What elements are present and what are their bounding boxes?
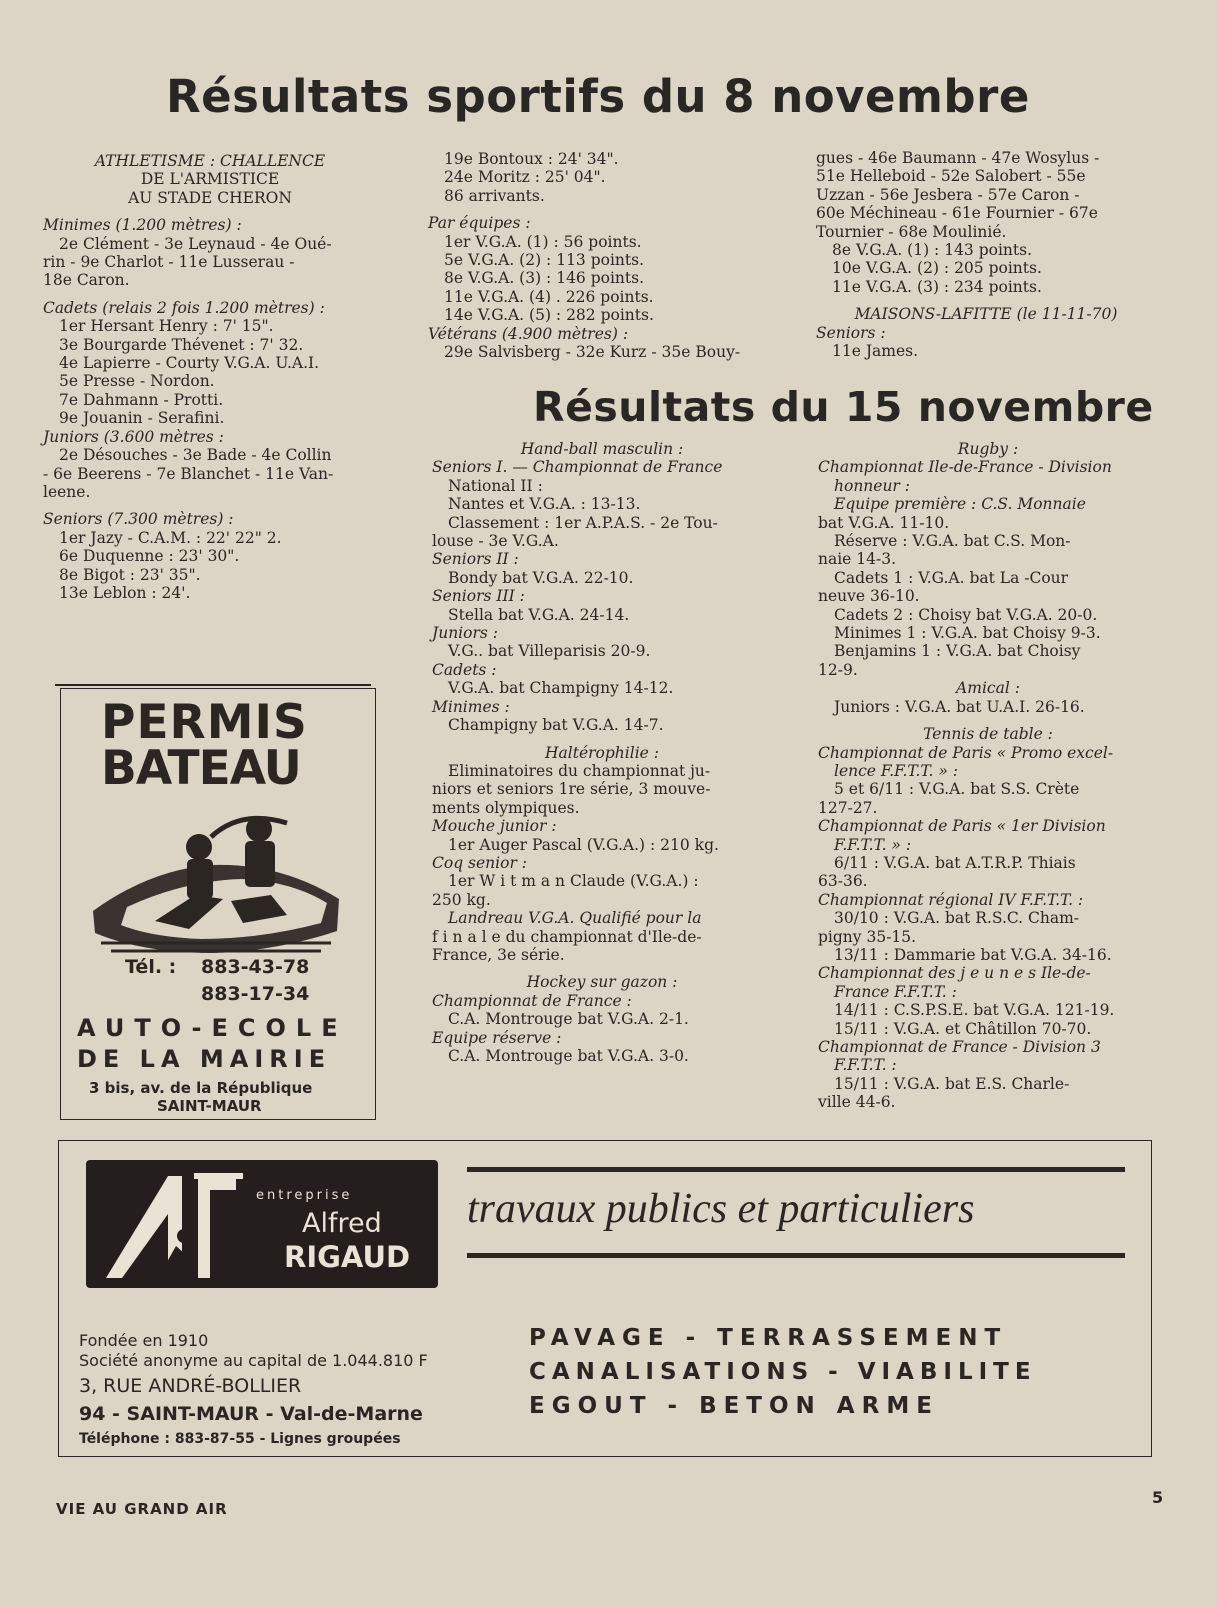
text-line [43, 207, 377, 216]
text-line: France, 3e série. [432, 945, 565, 964]
text-line: France F.F.T.T. : [834, 982, 957, 1001]
text-line: neuve 36-10. [818, 587, 920, 606]
text-line: Classement : 1er A.P.A.S. - 2e Tou- [448, 513, 718, 532]
text-line: 11e V.G.A. (4) . 226 points. [444, 287, 654, 306]
text-line: Championnat de Paris « Promo excel- [818, 743, 1114, 762]
text-line: Rugby : [957, 440, 1019, 458]
ad-phone-2: 883-17-34 [201, 983, 310, 1005]
text-line: Bondy bat V.G.A. 22-10. [448, 568, 634, 587]
tagline-rule-top [467, 1167, 1125, 1172]
text-line: niors et seniors 1re série, 3 mouve- [432, 780, 711, 799]
ad-school-name-2: DE LA MAIRIE [77, 1045, 332, 1073]
text-line: 250 kg. [432, 890, 491, 909]
text-line: 127-27. [818, 798, 878, 817]
text-line: V.G.A. bat Champigny 14-12. [448, 679, 674, 698]
text-line [43, 290, 377, 299]
rigaud-services-3: EGOUT - BETON ARME [529, 1393, 939, 1419]
text-line: Juniors : [432, 624, 498, 643]
text-line: Cadets (relais 2 fois 1.200 mètres) : [43, 298, 325, 317]
text-line: Par équipes : [428, 214, 531, 233]
text-line: 1er Jazy - C.A.M. : 22' 22" 2. [59, 528, 282, 547]
text-line: 19e Bontoux : 24' 34". [444, 150, 619, 168]
text-line: 29e Salvisberg - 32e Kurz - 35e Bouy- [444, 343, 741, 362]
ad-tel-label: Tél. : [125, 956, 177, 978]
text-line: ATHLETISME : CHALLENCE [94, 152, 326, 170]
rigaud-services-2: CANALISATIONS - VIABILITE [529, 1359, 1037, 1385]
second-title: Résultats du 15 novembre [533, 383, 1154, 431]
text-line: C.A. Montrouge bat V.G.A. 2-1. [448, 1010, 689, 1029]
text-line: Tennis de table : [923, 725, 1053, 744]
text-line: 13/11 : Dammarie bat V.G.A. 34-16. [834, 945, 1112, 964]
text-line: National II : [448, 476, 543, 495]
text-line: Minimes 1 : V.G.A. bat Choisy 9-3. [834, 624, 1101, 643]
text-line: bat V.G.A. 11-10. [818, 513, 950, 532]
text-line: 8e Bigot : 23' 35". [59, 565, 201, 584]
rigaud-logo-name-1: Alfred [302, 1208, 382, 1239]
text-line: pigny 35-15. [818, 927, 917, 946]
text-line: MAISONS-LAFITTE (le 11-11-70) [854, 305, 1118, 324]
text-line: F.F.T.T. » : [834, 835, 912, 854]
ad-school-address: 3 bis, av. de la République [89, 1079, 313, 1097]
rigaud-city: 94 - SAINT-MAUR - Val-de-Marne [79, 1403, 423, 1425]
text-line: 4e Lapierre - Courty V.G.A. U.A.I. [59, 354, 320, 373]
text-line: 11e James. [832, 342, 919, 361]
text-line: leene. [43, 482, 91, 501]
column-rugby-tennis [818, 440, 1158, 1112]
rigaud-logo-small: entreprise [256, 1188, 353, 1203]
text-line: 10e V.G.A. (2) : 205 points. [832, 259, 1042, 278]
text-line: Stella bat V.G.A. 24-14. [448, 605, 630, 624]
text-line: 1er V.G.A. (1) : 56 points. [444, 232, 642, 251]
text-line: Cadets : [432, 660, 497, 679]
text-line: 3e Bourgarde Thévenet : 7' 32. [59, 335, 304, 354]
text-line: 13e Leblon : 24'. [59, 583, 191, 602]
text-line: Seniors I. — Championnat de France [432, 458, 723, 477]
text-line: 6e Duquenne : 23' 30". [59, 547, 240, 566]
text-line: Minimes : [432, 697, 510, 716]
ad-rigaud [58, 1140, 1152, 1457]
text-line: Hand-ball masculin : [520, 440, 684, 458]
text-line: Amical : [956, 679, 1020, 698]
text-line: Mouche junior : [432, 817, 557, 836]
rigaud-street: 3, RUE ANDRÉ-BOLLIER [79, 1375, 302, 1397]
text-line: honneur : [834, 476, 910, 495]
text-line: Cadets 1 : V.G.A. bat La -Cour [834, 568, 1069, 587]
text-line: Landreau V.G.A. Qualifié pour la [448, 909, 702, 928]
text-line: rin - 9e Charlot - 11e Lusserau - [43, 253, 295, 272]
text-line: 86 arrivants. [444, 186, 545, 205]
text-line: 5e Presse - Nordon. [59, 372, 215, 391]
footer-magazine-name: VIE AU GRAND AIR [56, 1500, 228, 1518]
text-line: Eliminatoires du championnat ju- [448, 761, 711, 780]
text-line: V.G.. bat Villeparisis 20-9. [448, 642, 651, 661]
text-line: 11e V.G.A. (3) : 234 points. [832, 277, 1042, 296]
ad-school-name-1: AUTO-ECOLE [77, 1014, 348, 1042]
text-line: 1er W i t m a n Claude (V.G.A.) : [448, 872, 699, 891]
column-3-top [816, 149, 1156, 360]
text-line: Championnat de France : [432, 991, 632, 1010]
text-line: Hockey sur gazon : [526, 973, 678, 992]
ad-school-city: SAINT-MAUR [157, 1097, 262, 1115]
text-line: Seniors III : [432, 587, 525, 606]
text-line [818, 716, 1158, 725]
rigaud-logo-name-2: RIGAUD [284, 1240, 411, 1274]
text-line [43, 501, 377, 510]
text-line: Coq senior : [432, 853, 527, 872]
main-title: Résultats sportifs du 8 novembre [166, 70, 1030, 123]
text-line: Championnat régional IV F.F.T.T. : [818, 890, 1084, 909]
rigaud-founded: Fondée en 1910 [79, 1331, 209, 1350]
text-line: ville 44-6. [818, 1093, 896, 1112]
text-line: 7e Dahmann - Protti. [59, 390, 224, 409]
text-line: Réserve : V.G.A. bat C.S. Mon- [834, 532, 1071, 551]
text-line: Cadets 2 : Choisy bat V.G.A. 20-0. [834, 605, 1098, 624]
text-line: 6/11 : V.G.A. bat A.T.R.P. Thiais [834, 853, 1076, 872]
text-line: 63-36. [818, 872, 868, 891]
column-athletics [43, 152, 377, 602]
text-line: AU STADE CHERON [128, 188, 292, 207]
text-line: gues - 46e Baumann - 47e Wosylus - [816, 149, 1100, 167]
ad-phone-1: 883-43-78 [201, 956, 310, 978]
column-2-top [428, 150, 768, 361]
text-line: Seniors : [816, 323, 886, 342]
text-line: Benjamins 1 : V.G.A. bat Choisy [834, 642, 1081, 661]
rigaud-phone: Téléphone : 883-87-55 - Lignes groupées [79, 1431, 401, 1447]
text-line: 1er Auger Pascal (V.G.A.) : 210 kg. [448, 835, 719, 854]
text-line: Championnat des j e u n e s Ile-de- [818, 964, 1091, 983]
page-number: 5 [1152, 1488, 1164, 1507]
text-line: Nantes et V.G.A. : 13-13. [448, 495, 641, 514]
text-line: Tournier - 68e Moulinié. [816, 222, 1007, 241]
text-line: 18e Caron. [43, 271, 130, 290]
text-line: 15/11 : V.G.A. bat E.S. Charle- [834, 1074, 1070, 1093]
text-line [432, 735, 772, 744]
text-line [432, 964, 772, 973]
rigaud-logo [86, 1160, 438, 1288]
text-line: Championnat Ile-de-France - Division [818, 458, 1112, 477]
text-line: 9e Jouanin - Serafini. [59, 409, 225, 428]
text-line: f i n a l e du championnat d'Ile-de- [432, 927, 702, 946]
text-line: 1er Hersant Henry : 7' 15". [59, 317, 274, 336]
text-line: louse - 3e V.G.A. [432, 532, 559, 551]
ad-permis-title-1: PERMIS [101, 695, 308, 750]
text-line: 14/11 : C.S.P.S.E. bat V.G.A. 121-19. [834, 1001, 1115, 1020]
text-line: 8e V.G.A. (1) : 143 points. [832, 241, 1033, 260]
text-line [816, 296, 1156, 305]
text-line: Seniors (7.300 mètres) : [43, 510, 234, 529]
text-line: F.F.T.T. : [834, 1056, 897, 1075]
text-line: Vétérans (4.900 mètres) : [428, 324, 629, 343]
ad-top-rule [55, 684, 371, 686]
text-line: 15/11 : V.G.A. et Châtillon 70-70. [834, 1019, 1092, 1038]
text-line: lence F.F.T.T. » : [834, 761, 958, 780]
text-line: Equipe réserve : [432, 1028, 562, 1047]
text-line: 8e V.G.A. (3) : 146 points. [444, 269, 645, 288]
column-handball-halterophilie-hockey [432, 440, 772, 1065]
ad-permis-title-2: BATEAU [101, 741, 301, 796]
text-line: 30/10 : V.G.A. bat R.S.C. Cham- [834, 909, 1080, 928]
text-line: 60e Méchineau - 61e Fournier - 67e [816, 204, 1098, 223]
text-line: Championnat de France - Division 3 [818, 1038, 1101, 1056]
text-line: 51e Helleboid - 52e Salobert - 55e [816, 167, 1086, 186]
text-line: Uzzan - 56e Jesbera - 57e Caron - [816, 185, 1080, 204]
text-line: Juniors (3.600 mètres : [43, 427, 224, 446]
text-line [428, 205, 768, 214]
text-line: 2e Désouches - 3e Bade - 4e Collin [59, 446, 332, 465]
text-line: 2e Clément - 3e Leynaud - 4e Oué- [59, 234, 332, 253]
text-line: ments olympiques. [432, 798, 580, 817]
boat-illustration [91, 803, 341, 959]
rigaud-company: Société anonyme au capital de 1.044.810 F [79, 1351, 428, 1370]
tagline-rule-bottom [467, 1253, 1125, 1258]
text-line: Juniors : V.G.A. bat U.A.I. 26-16. [834, 697, 1085, 716]
text-line: C.A. Montrouge bat V.G.A. 3-0. [448, 1047, 689, 1065]
rigaud-services-1: PAVAGE - TERRASSEMENT [529, 1325, 1008, 1351]
text-line: Seniors II : [432, 550, 519, 569]
text-line: Championnat de Paris « 1er Division [818, 817, 1106, 836]
text-line: DE L'ARMISTICE [140, 170, 280, 189]
text-line: Minimes (1.200 mètres) : [43, 216, 242, 235]
rigaud-logo-mark-icon [98, 1170, 243, 1280]
text-line: naie 14-3. [818, 550, 897, 569]
text-line: 5e V.G.A. (2) : 113 points. [444, 251, 645, 270]
text-line: 5 et 6/11 : V.G.A. bat S.S. Crète [834, 780, 1080, 799]
text-line: Haltérophilie : [545, 743, 659, 762]
text-line: 24e Moritz : 25' 04". [444, 168, 606, 187]
text-line: Equipe première : C.S. Monnaie [834, 495, 1086, 514]
ad-permis-bateau [60, 688, 376, 1120]
text-line: 12-9. [818, 660, 858, 679]
text-line: - 6e Beerens - 7e Blanchet - 11e Van- [43, 464, 334, 483]
rigaud-tagline: travaux publics et particuliers [467, 1186, 975, 1232]
text-line: 14e V.G.A. (5) : 282 points. [444, 306, 654, 325]
text-line: Champigny bat V.G.A. 14-7. [448, 716, 664, 735]
